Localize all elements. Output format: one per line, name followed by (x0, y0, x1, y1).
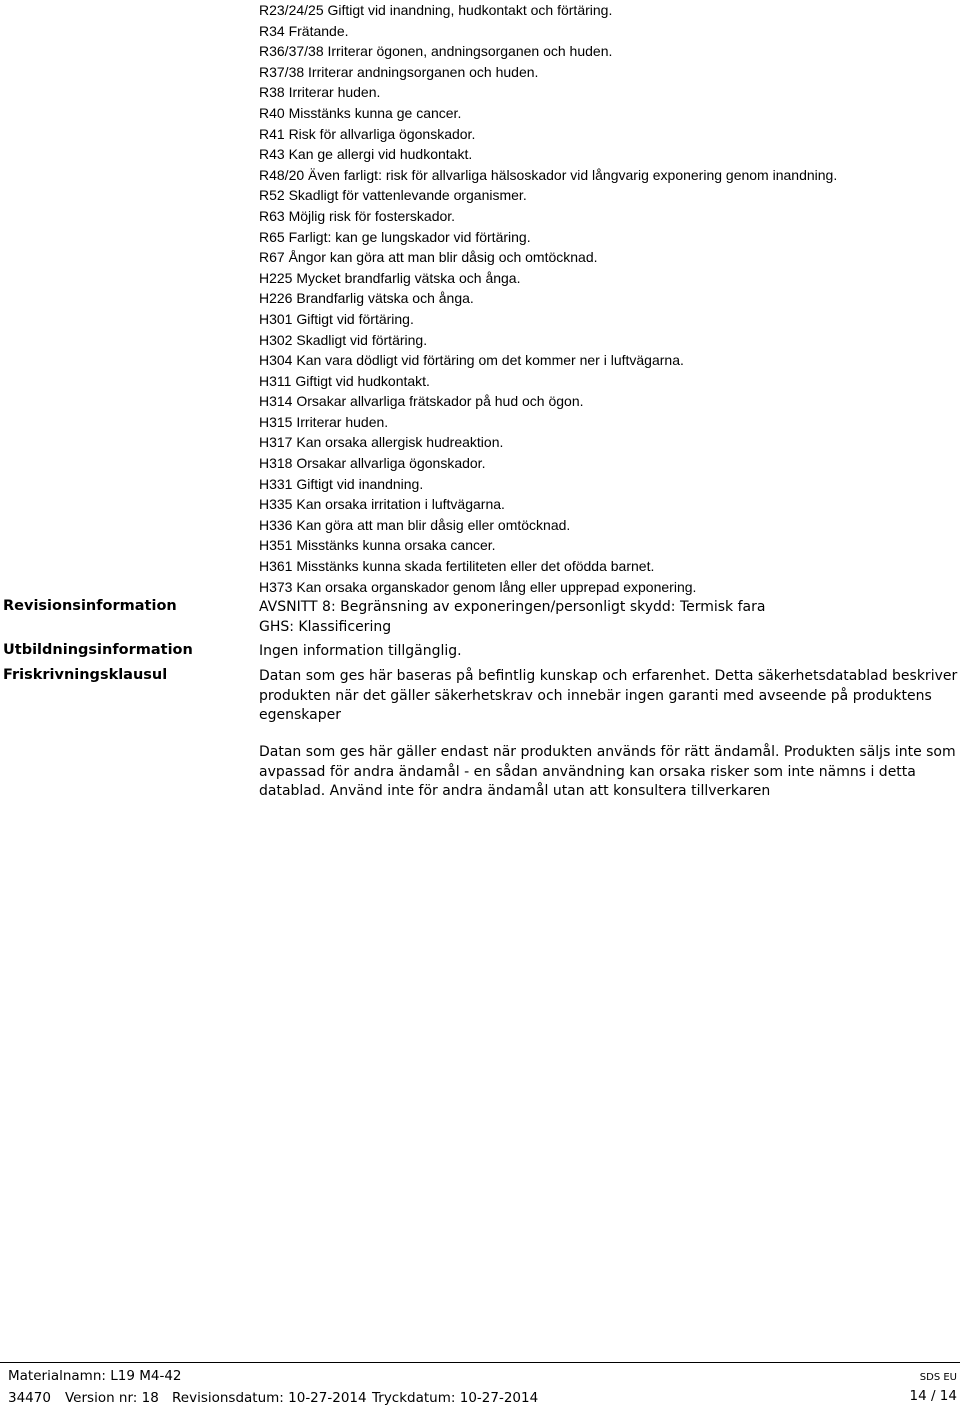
hazard-phrase: H335 Kan orsaka irritation i luftvägarna. (259, 496, 505, 513)
hazard-phrase: R52 Skadligt för vattenlevande organismer. (259, 187, 527, 204)
revision-info-text (259, 598, 959, 637)
disclaimer-label: Friskrivningsklausul (3, 667, 168, 683)
hazard-phrase: R23/24/25 Giftigt vid inandning, hudkontakt och förtäring. (259, 2, 613, 18)
hazard-phrase: H336 Kan göra att man blir dåsig eller omtöcknad. (259, 516, 571, 533)
hazard-phrase: H302 Skadligt vid förtäring. (259, 331, 428, 348)
disclaimer-paragraph-2: Datan som ges här gäller endast när produkten används för rätt ändamål. Produkten säljs inte som avpassad för andra ändamål - en sådan användning kan orsaka risker som inte nämns i detta datablad. Använd inte för andra ändamål utan att konsultera tillverkaren (259, 744, 956, 799)
hazard-phrase: R41 Risk för allvarliga ögonskador. (259, 125, 476, 142)
training-info-text: Ingen information tillgänglig. (259, 643, 462, 659)
hazard-phrase: R63 Möjlig risk för fosterskador. (259, 207, 456, 224)
revision-info-line-1: AVSNITT 8: Begränsning av exponeringen/personligt skydd: Termisk fara (259, 599, 766, 615)
footer-material-name: Materialnamn: L19 M4-42 (8, 1368, 182, 1384)
hazard-phrase: H317 Kan orsaka allergisk hudreaktion. (259, 434, 504, 451)
revision-info-line-2: GHS: Klassificering (259, 618, 392, 635)
hazard-phrase: H318 Orsakar allvarliga ögonskador. (259, 455, 486, 472)
hazard-phrase: H315 Irriterar huden. (259, 413, 389, 430)
revision-info-label: Revisionsinformation (3, 598, 177, 614)
hazard-phrase: H351 Misstänks kunna orsaka cancer. (259, 537, 496, 554)
footer-revision-date: Revisionsdatum: 10-27-2014 (172, 1390, 367, 1406)
hazard-phrase: H226 Brandfarlig vätska och ånga. (259, 290, 474, 307)
hazard-phrase: R67 Ångor kan göra att man blir dåsig och omtöcknad. (259, 249, 598, 266)
footer-code: 34470 (8, 1390, 51, 1406)
hazard-phrase: H373 Kan orsaka organskador genom lång eller upprepad exponering. (259, 578, 697, 595)
footer-version: Version nr: 18 (65, 1390, 159, 1406)
hazard-phrase: H331 Giftigt vid inandning. (259, 475, 424, 492)
footer-print-date: Tryckdatum: 10-27-2014 (372, 1390, 539, 1406)
footer-page-number: 14 / 14 (909, 1388, 957, 1404)
footer-doc-type: SDS EU (919, 1372, 957, 1383)
disclaimer-paragraph-1: Datan som ges här baseras på befintlig kunskap och erfarenhet. Detta säkerhetsdatablad beskriver produkten när det gäller säkerhetskrav och innebär ingen garanti med avseende på produktens egenskaper (259, 668, 958, 723)
hazard-phrase: H301 Giftigt vid förtäring. (259, 310, 414, 327)
hazard-phrase: R65 Farligt: kan ge lungskador vid förtäring. (259, 228, 531, 245)
hazard-phrase: R34 Frätande. (259, 22, 349, 39)
hazard-phrase: H304 Kan vara dödligt vid förtäring om det kommer ner i luftvägarna. (259, 352, 684, 369)
hazard-phrase: H311 Giftigt vid hudkontakt. (259, 372, 430, 389)
hazard-phrase: R37/38 Irriterar andningsorganen och huden. (259, 63, 539, 80)
training-info-label: Utbildningsinformation (3, 642, 193, 658)
footer-divider (0, 1362, 960, 1363)
hazard-phrase-list (259, 0, 959, 597)
hazard-phrase: R40 Misstänks kunna ge cancer. (259, 104, 462, 121)
hazard-phrase: R38 Irriterar huden. (259, 84, 381, 101)
hazard-phrase: R43 Kan ge allergi vid hudkontakt. (259, 146, 473, 163)
hazard-phrase: H361 Misstänks kunna skada fertiliteten eller det ofödda barnet. (259, 558, 655, 575)
hazard-phrase: R48/20 Även farligt: risk för allvarliga hälsoskador vid långvarig exponering genom inandning. (259, 166, 838, 183)
hazard-phrase: H225 Mycket brandfarlig vätska och ånga. (259, 269, 521, 286)
hazard-phrase: R36/37/38 Irriterar ögonen, andningsorganen och huden. (259, 43, 613, 60)
hazard-phrase: H314 Orsakar allvarliga frätskador på hud och ögon. (259, 393, 584, 410)
